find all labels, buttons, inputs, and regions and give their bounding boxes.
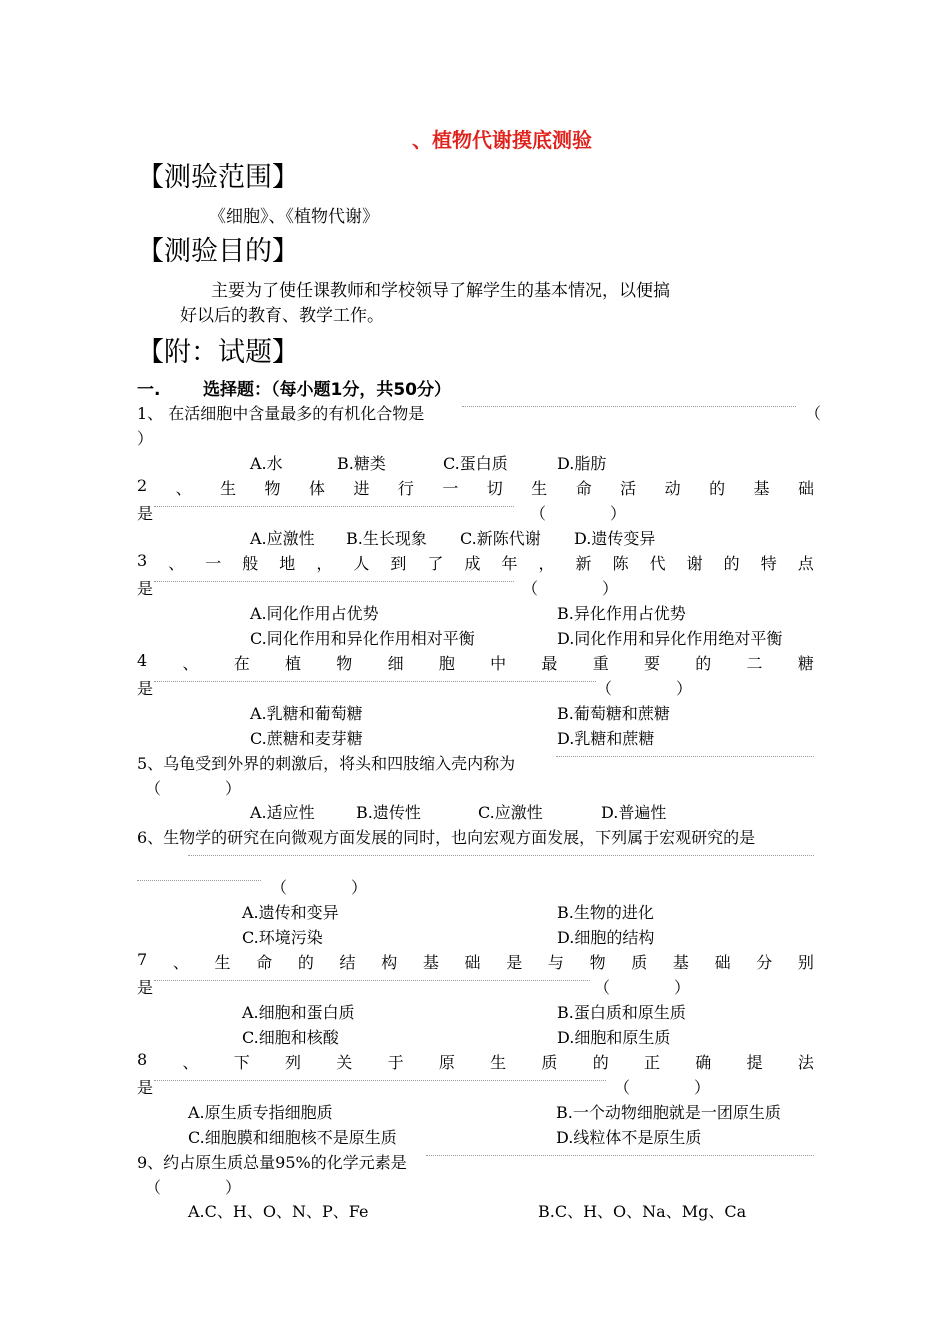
answer-leader [154,506,514,507]
question-stem: 7 、 生 命 的 结 构 基 础 是 与 物 质 基 础 分 别 [137,950,814,972]
question-stem: 2 、 生 物 体 进 行 一 切 生 命 活 动 的 基 础 [137,476,814,498]
answer-leader [426,1155,814,1156]
option-c: C.细胞和核酸 [242,1028,339,1047]
answer-paren: （ ） [271,878,368,897]
answer-leader [556,756,814,757]
option-b: B.葡萄糖和蔗糖 [557,704,670,723]
answer-leader [154,980,590,981]
appendix-heading: 【附：试题】 [137,337,299,368]
question-stem: 9、约占原生质总量95%的化学元素是 [137,1153,407,1172]
option-b: B.遗传性 [356,803,421,822]
scope-heading: 【测验范围】 [137,162,299,193]
question-stem-end: 是 [137,504,154,523]
answer-leader [188,855,814,856]
option-c: C.环境污染 [242,928,323,947]
option-b: B.生物的进化 [557,903,654,922]
question-stem: 6、生物学的研究在向微观方面发展的同时，也向宏观方面发展，下列属于宏观研究的是 [137,828,756,847]
option-c: C.应激性 [478,803,543,822]
section-number: 一. [137,380,161,400]
option-d: D.细胞和原生质 [557,1028,671,1047]
answer-paren: （ ） [614,1078,711,1097]
purpose-heading: 【测验目的】 [137,236,299,267]
question-stem: 5、乌龟受到外界的刺激后，将头和四肢缩入壳内称为 [137,754,516,773]
option-a: A.原生质专指细胞质 [188,1103,333,1122]
answer-paren: （ ） [522,579,619,598]
option-a: A.细胞和蛋白质 [242,1003,355,1022]
option-a: A.应激性 [250,529,315,548]
option-d: D.同化作用和异化作用绝对平衡 [557,629,783,648]
option-a: A.水 [250,454,283,473]
option-c: C.同化作用和异化作用相对平衡 [250,629,475,648]
answer-paren: （ ） [594,978,691,997]
option-a: A.同化作用占优势 [250,604,379,623]
answer-paren-open: （ [805,404,822,423]
option-d: D.遗传变异 [574,529,656,548]
question-stem-end: 是 [137,978,154,997]
purpose-line-1: 主要为了使任课教师和学校领导了解学生的基本情况，以便搞 [211,281,670,301]
option-b: B.一个动物细胞就是一团原生质 [556,1103,781,1122]
answer-leader [154,681,596,682]
option-c: C.蛋白质 [443,454,508,473]
option-a: A.遗传和变异 [242,903,339,922]
option-b: B.异化作用占优势 [557,604,686,623]
question-stem: 8 、 下 列 关 于 原 生 质 的 正 确 提 法 [137,1050,814,1072]
option-c: C.新陈代谢 [460,529,541,548]
question-stem-end: 是 [137,679,154,698]
option-a: A.适应性 [250,803,315,822]
option-c: C.细胞膜和细胞核不是原生质 [188,1128,397,1147]
question-stem: 3 、 一 般 地 ， 人 到 了 成 年 ， 新 陈 代 谢 的 特 点 [137,551,814,573]
answer-leader [462,406,796,407]
answer-paren: （ ） [145,779,242,798]
option-d: D.乳糖和蔗糖 [557,729,655,748]
option-b: B.糖类 [337,454,386,473]
option-d: D.普遍性 [601,803,667,822]
scope-content: 《细胞》、《植物代谢》 [209,207,379,227]
option-b: B.C、H、O、Na、Mg、Ca [538,1202,747,1221]
question-stem-end: 是 [137,1078,154,1097]
option-d: D.线粒体不是原生质 [556,1128,702,1147]
option-a: A.C、H、O、N、P、Fe [188,1202,369,1221]
purpose-line-2: 好以后的教育、教学工作。 [180,306,384,326]
option-d: D.脂肪 [557,454,607,473]
answer-paren-close: ） [137,429,154,448]
option-b: B.蛋白质和原生质 [557,1003,686,1022]
question-stem: 4 、 在 植 物 细 胞 中 最 重 要 的 二 糖 [137,651,814,673]
answer-leader [154,1080,606,1081]
option-d: D.细胞的结构 [557,928,655,947]
option-a: A.乳糖和葡萄糖 [250,704,363,723]
document-title: 、植物代谢摸底测验 [412,128,592,152]
answer-paren: （ ） [596,679,693,698]
question-stem: 1、 在活细胞中含量最多的有机化合物是 [137,404,425,423]
answer-leader [154,581,514,582]
answer-leader [137,880,261,881]
answer-paren: （ ） [145,1178,242,1197]
section-label: 选择题：（每小题1分，共50分） [203,380,451,400]
answer-paren: （ ） [530,504,627,523]
option-c: C.蔗糖和麦芽糖 [250,729,363,748]
question-stem-end: 是 [137,579,154,598]
option-b: B.生长现象 [346,529,427,548]
